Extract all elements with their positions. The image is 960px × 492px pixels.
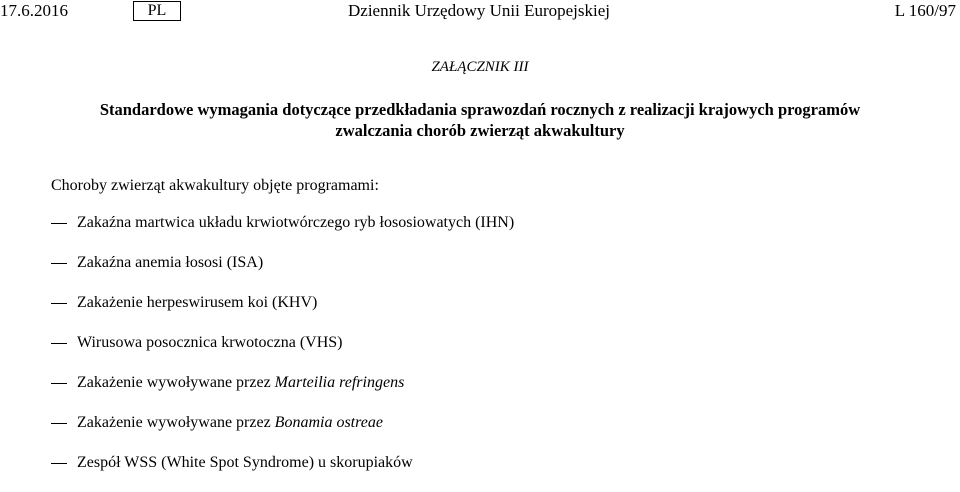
disease-name: Wirusowa posocznica krwotoczna (VHS) — [77, 334, 343, 351]
disease-name-italic: Marteilia refringens — [274, 374, 405, 391]
disease-name: Zakaźna anemia łososi (ISA) — [77, 254, 264, 271]
page-header — [0, 0, 960, 22]
language-box: PL — [133, 1, 181, 21]
disease-name: Zakażenie wywoływane przez — [77, 414, 275, 431]
intro-text: Choroby zwierząt akwakultury objęte programami: — [51, 177, 379, 194]
disease-name: Zakaźna martwica układu krwiotwórczego ryb łososiowatych (IHN) — [77, 214, 515, 231]
disease-name: Zakażenie herpeswirusem koi (KHV) — [77, 294, 318, 311]
disease-name: Zakażenie wywoływane przez — [77, 374, 275, 391]
disease-name: Zespół WSS (White Spot Syndrome) u skorupiaków — [77, 454, 413, 471]
disease-name-italic: Bonamia ostreae — [274, 414, 383, 431]
publication-date: 17.6.2016 — [0, 1, 68, 20]
page-reference: L 160/97 — [894, 1, 956, 20]
journal-title: Dziennik Urzędowy Unii Europejskiej — [348, 1, 611, 20]
document-title: Standardowe wymagania dotyczące przedkładania sprawozdań rocznych z realizacji krajowych programów zwalczania chorób zwierząt akwakultury — [99, 100, 861, 140]
annex-heading: ZAŁĄCZNIK III — [431, 59, 529, 75]
